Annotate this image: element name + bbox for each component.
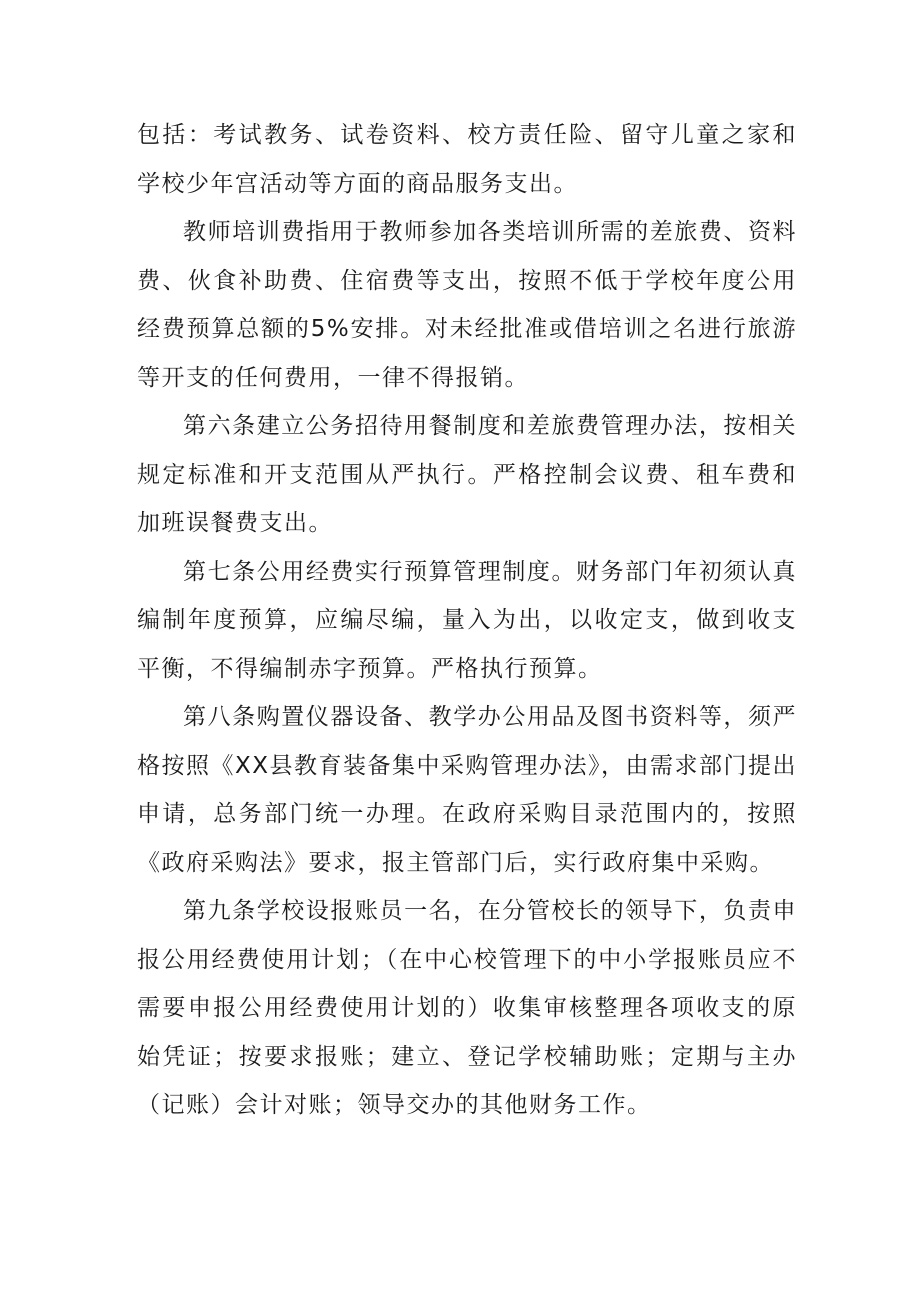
paragraph-article-6: 第六条建立公务招待用餐制度和差旅费管理办法，按相关规定标准和开支范围从严执行。严格控制会议费、租车费和加班误餐费支出。 [137, 413, 797, 536]
document-body [137, 111, 797, 1130]
paragraph-article-9: 第九条学校设报账员一名，在分管校长的领导下，负责申报公用经费使用计划；（在中心校管理下的中小学报账员应不需要申报公用经费使用计划的）收集审核整理各项收支的原始凭证；按要求报账；建立、登记学校辅助账；定期与主办（记账）会计对账；领导交办的其他财务工作。 [137, 898, 797, 1118]
paragraph-continuation-expenses: 包括：考试教务、试卷资料、校方责任险、留守儿童之家和学校少年宫活动等方面的商品服务支出。 [137, 122, 797, 197]
paragraph-article-7: 第七条公用经费实行预算管理制度。财务部门年初须认真编制年度预算，应编尽编，量入为出，以收定支，做到收支平衡，不得编制赤字预算。严格执行预算。 [137, 558, 797, 682]
paragraph-teacher-training-fee: 教师培训费指用于教师参加各类培训所需的差旅费、资料费、伙食补助费、住宿费等支出，按照不低于学校年度公用经费预算总额的5%安排。对未经批准或借培训之名进行旅游等开支的任何费用，一律不得报销。 [137, 219, 797, 391]
paragraph-article-8: 第八条购置仪器设备、教学办公用品及图书资料等，须严格按照《XX县教育装备集中采购管理办法》，由需求部门提出申请，总务部门统一办理。在政府采购目录范围内的，按照《政府采购法》要求，报主管部门后，实行政府集中采购。 [137, 704, 798, 876]
